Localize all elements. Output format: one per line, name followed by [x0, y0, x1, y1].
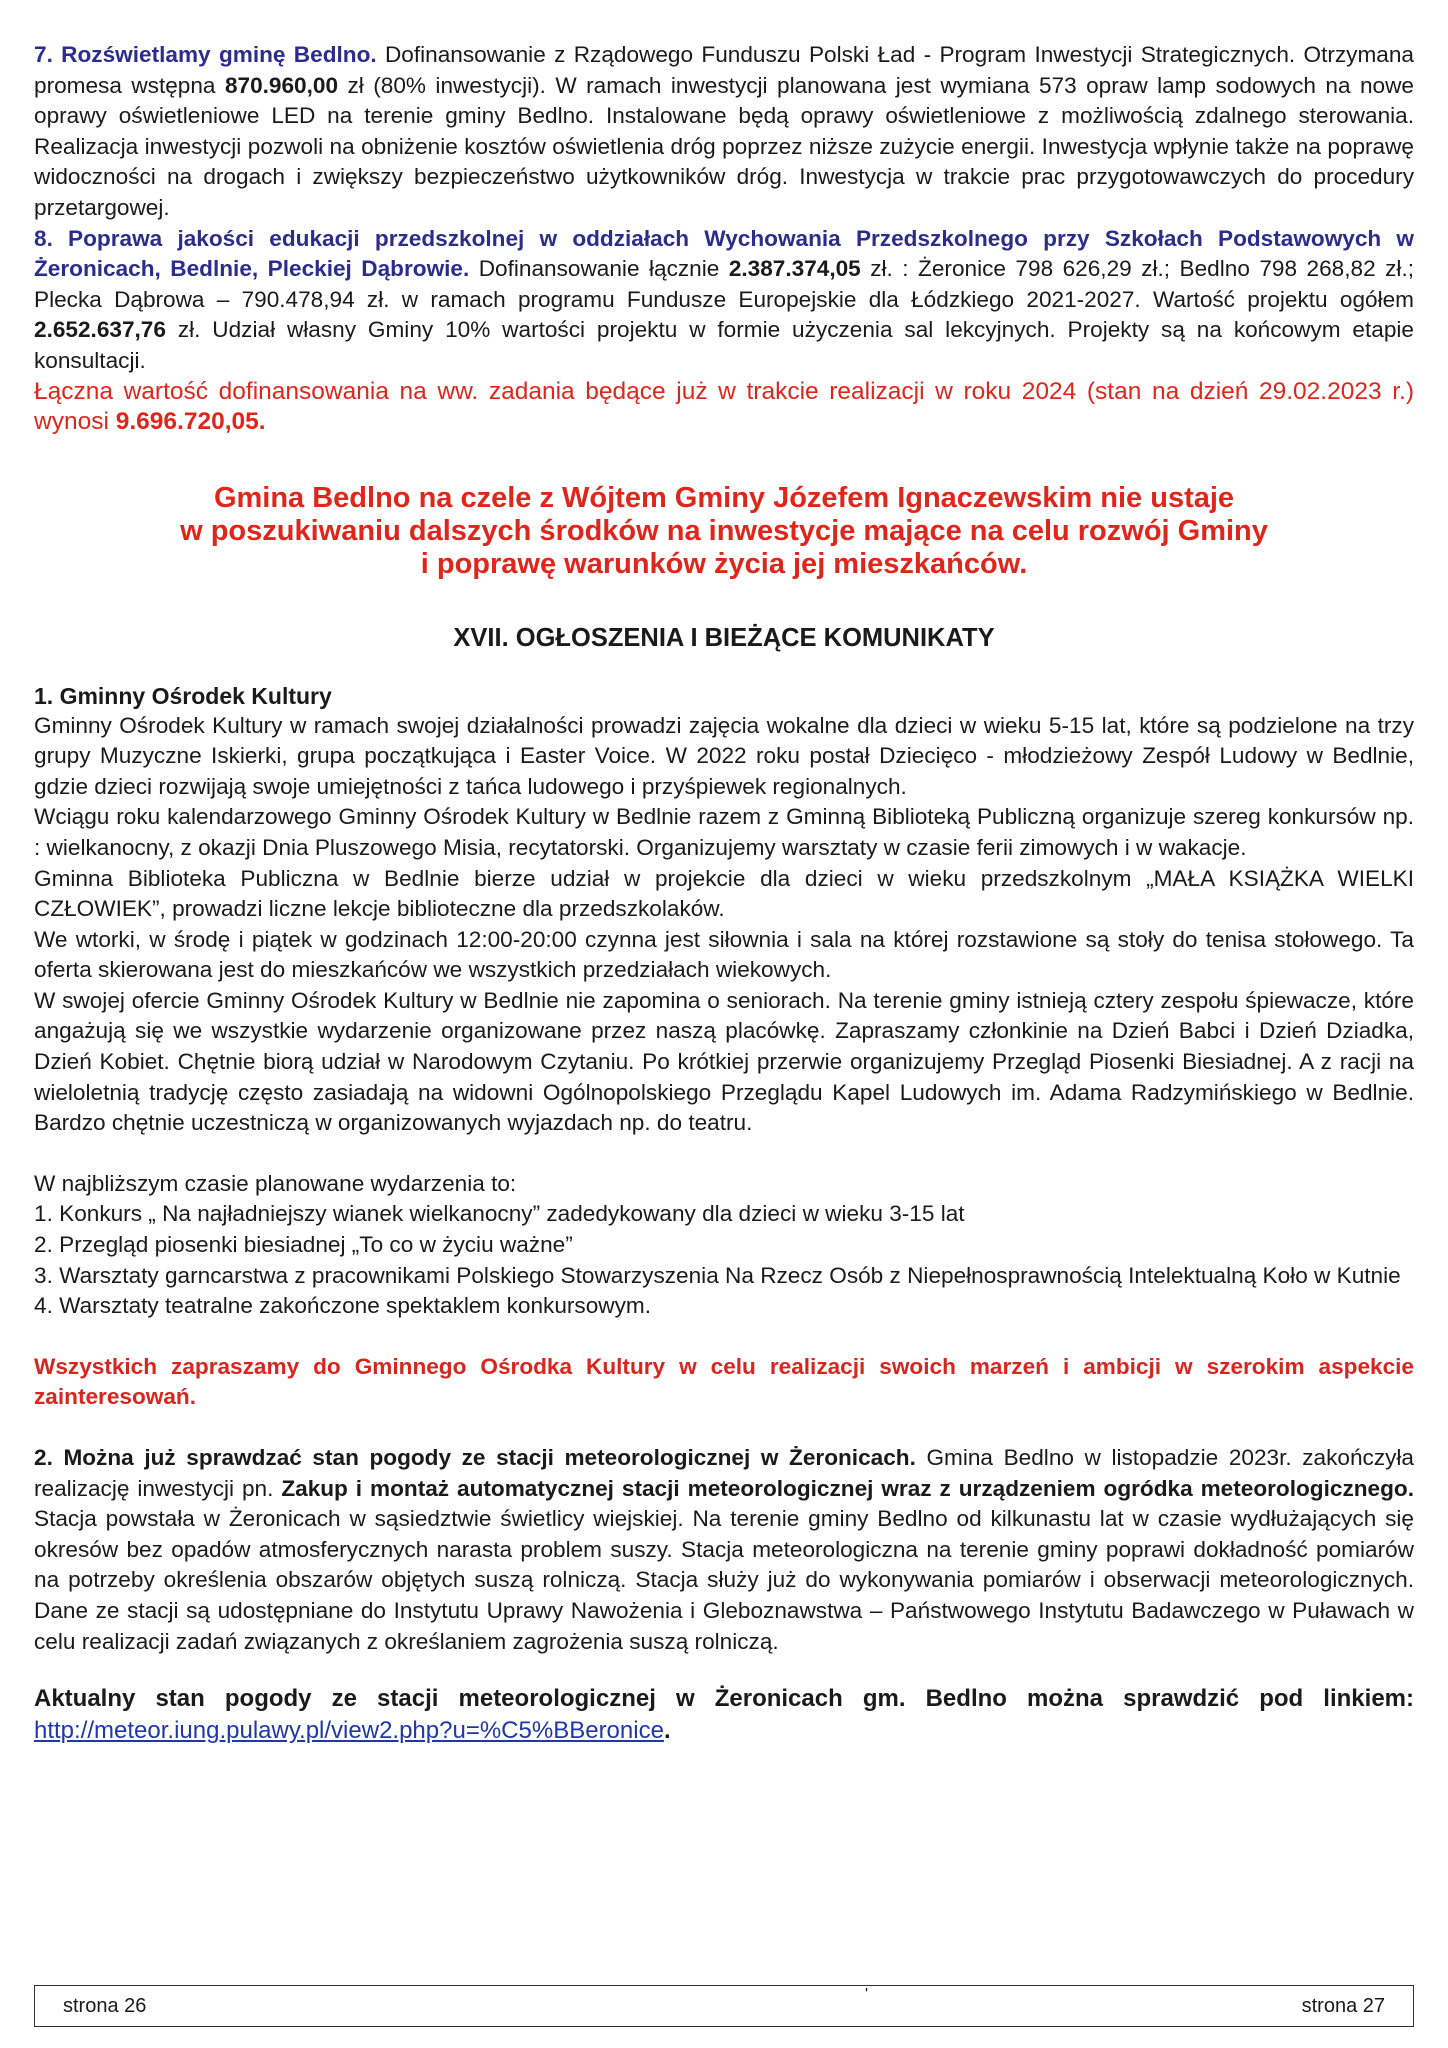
- footer-page-left: strona 26: [63, 1995, 147, 2017]
- meteo-text: Gmina Bedlno w listopadzie 2023r. zakończyła realizację inwestycji pn.: [34, 1445, 1414, 1501]
- gok-paragraph-2: Wciągu roku kalendarzowego Gminny Ośrodek Kultury w Bedlnie razem z Gminną Biblioteką Publiczną organizuje szereg konkursów np. : wielkanocny, z okazji Dnia Pluszowego Misia, recytatorski. Organizujemy warsztaty w czasie ferii zimowych i w wakacje.: [34, 804, 1414, 860]
- item-7-heading: 7. Rozświetlamy gminę Bedlno.: [34, 42, 377, 67]
- footer-page-right: strona 27: [1301, 1995, 1385, 2017]
- headline: [34, 482, 1414, 581]
- item-7-amount: 870.960,00: [224, 72, 339, 98]
- headline-line-1: Gmina Bedlno na czele z Wójtem Gminy Józefem Ignaczewskim nie ustaje: [213, 481, 1235, 514]
- section-title: XVII. OGŁOSZENIA I BIEŻĄCE KOMUNIKATY: [453, 623, 995, 652]
- item-8-heading: 8. Poprawa jakości edukacji przedszkolnej w oddziałach Wychowania Przedszkolnego przy Szkołach Podstawowych w Żeronicach, Bedlnie, Pleckiej Dąbrowie.: [34, 225, 1414, 282]
- item-8-text: Dofinansowanie łącznie: [469, 256, 729, 282]
- weather-station-link[interactable]: http://meteor.iung.pulawy.pl/view2.php?u=%C5%BBeronice: [34, 1717, 664, 1745]
- item-8-text-continued: zł. : Żeronice 798 626,29 zł.; Bedlno 798 268,82 zł.; Plecka Dąbrowa – 790.478,94 zł. w ramach programu Fundusze Europejskie dla Łódzkiego 2021-2027. Wartość projektu ogółem: [34, 256, 1414, 312]
- headline-line-3: i poprawę warunków życia jej mieszkańców.: [420, 547, 1028, 580]
- total-funding-amount: 9.696.720,05.: [115, 408, 266, 436]
- meteo-investment-name: Zakup i montaż automatycznej stacji meteorologicznej wraz z urządzeniem ogródka meteorologicznego.: [281, 1475, 1414, 1501]
- item-7-text-continued: zł (80% inwestycji). W ramach inwestycji planowana jest wymiana 573 opraw lamp sodowych na nowe oprawy oświetleniowe LED na terenie gminy Bedlno. Instalowane będą oprawy oświetleniowe z możliwością zdalnego sterowania. Realizacja inwestycji pozwoli na obniżenie kosztów oświetlenia dróg poprzez niższe zużycie energii. Inwestycja wpłynie także na poprawę widoczności na drogach i zwiększy bezpieczeństwo użytkowników dróg. Inwestycja w trakcie prac przygotowawczych do procedury przetargowej.: [34, 72, 1414, 220]
- list-item: 3. Warsztaty garncarstwa z pracownikami Polskiego Stowarzyszenia Na Rzecz Osób z Niepełnosprawnością Intelektualną Koło w Kutnie: [34, 1262, 1401, 1288]
- headline-line-2: w poszukiwaniu dalszych środków na inwestycje mające na celu rozwój Gminy: [180, 514, 1268, 547]
- list-item: 1. Konkurs „ Na najładniejszy wianek wielkanocny” zadedykowany dla dzieci w wieku 3-15 lat: [34, 1201, 965, 1227]
- gok-paragraph-3: Gminna Biblioteka Publiczna w Bedlnie bierze udział w projekcie dla dzieci w wieku przedszkolnym „MAŁA KSIĄŻKA WIELKI CZŁOWIEK”, prowadzi liczne lekcje biblioteczne dla przedszkolaków.: [34, 865, 1414, 922]
- gok-paragraph-1: Gminny Ośrodek Kultury w ramach swojej działalności prowadzi zajęcia wokalne dla dzieci w wieku 5-15 lat, które są podzielone na trzy grupy Muzyczne Iskierki, grupa początkująca i Easter Voice. W 2022 roku postał Dziecięco - młodzieżowy Zespół Ludowy w Bedlnie, gdzie dzieci rozwijają swoje umiejętności z tańca ludowego i przyśpiewek regionalnych.: [34, 712, 1414, 799]
- gok-title: 1. Gminny Ośrodek Kultury: [34, 682, 332, 709]
- weather-link-text: Aktualny stan pogody ze stacji meteorologicznej w Żeronicach gm. Bedlno można sprawdzić pod linkiem:: [34, 1685, 1414, 1713]
- meteo-paragraph: [34, 1443, 1414, 1657]
- invitation-text: Wszystkich zapraszamy do Gminnego Ośrodka Kultury w celu realizacji swoich marzeń i ambicji w szerokim aspekcie zainteresowań.: [34, 1353, 1414, 1410]
- page-content: [34, 40, 1414, 1747]
- events-intro: W najbliższym czasie planowane wydarzenia to:: [34, 1170, 517, 1196]
- footer-mark: ': [865, 1986, 869, 2003]
- meteo-title: 2. Można już sprawdzać stan pogody ze stacji meteorologicznej w Żeronicach.: [34, 1445, 916, 1470]
- weather-link-end: .: [663, 1717, 671, 1745]
- meteo-text-continued: Stacja powstała w Żeronicach w sąsiedztwie świetlicy wiejskiej. Na terenie gminy Bedlno od kilkunastu lat w czasie wydłużających się okresów bez opadów atmosferycznych narasta problem suszy. Stacja meteorologiczna na terenie gminy poprawi dokładność pomiarów na potrzeby określenia obszarów objętych suszą rolniczą. Stacja służy już do wykonywania pomiarów i obserwacji meteorologicznych. Dane ze stacji są udostępniane do Instytutu Uprawy Nawożenia i Gleboznawstwa – Państwowego Instytutu Badawczego w Puławach w celu realizacji zadań związanych z określaniem zagrożenia suszą rolniczą.: [34, 1506, 1414, 1654]
- gok-paragraph-5: W swojej ofercie Gminny Ośrodek Kultury w Bedlnie nie zapomina o seniorach. Na terenie gminy istnieją cztery zespołu śpiewacze, które angażują się we wszystkie wydarzenie organizowane przez naszą placówkę. Zapraszamy członkinie na Dzień Babci i Dzień Dziadka, Dzień Kobiet. Chętnie biorą udział w Narodowym Czytaniu. Po krótkiej przerwie organizujemy Przegląd Piosenki Biesiadnej. A z racji na wieloletnią tradycję często zasiadają na widowni Ogólnopolskiego Przeglądu Kapel Ludowych im. Adama Radzymińskiego w Bedlnie. Bardzo chętnie uczestniczą w organizowanych wyjazdach np. do teatru.: [34, 987, 1414, 1136]
- list-item: 4. Warsztaty teatralne zakończone spektaklem konkursowym.: [34, 1293, 651, 1319]
- total-funding-paragraph: [34, 377, 1414, 438]
- page-footer: [34, 1985, 1414, 2027]
- events-list: [34, 1169, 1414, 1322]
- total-funding-text: Łączna wartość dofinansowania na ww. zadania będące już w trakcie realizacji w roku 2024 (stan na dzień 29.02.2023 r.) wynosi: [34, 377, 1414, 436]
- list-item: 2. Przegląd piosenki biesiadnej „To co w życiu ważne”: [34, 1232, 573, 1258]
- item-8-amount: 2.387.374,05: [728, 256, 861, 282]
- item-7-paragraph: [34, 40, 1414, 224]
- gok-paragraph-4: We wtorki, w środę i piątek w godzinach 12:00-20:00 czynna jest siłownia i sala na której rozstawione są stoły do tenisa stołowego. Ta oferta skierowana jest do mieszkańców we wszystkich przedziałach wiekowych.: [34, 926, 1414, 983]
- item-7-text: Dofinansowanie z Rządowego Funduszu Polski Ład - Program Inwestycji Strategicznych. Otrzymana promesa wstępna: [34, 42, 1414, 98]
- item-8-project-value: 2.652.637,76: [34, 317, 166, 343]
- item-8-paragraph: [34, 224, 1414, 377]
- weather-link-paragraph: [34, 1683, 1414, 1747]
- item-8-text-end: zł. Udział własny Gminy 10% wartości projektu w formie użyczenia sal lekcyjnych. Projekty są na końcowym etapie konsultacji.: [34, 317, 1414, 373]
